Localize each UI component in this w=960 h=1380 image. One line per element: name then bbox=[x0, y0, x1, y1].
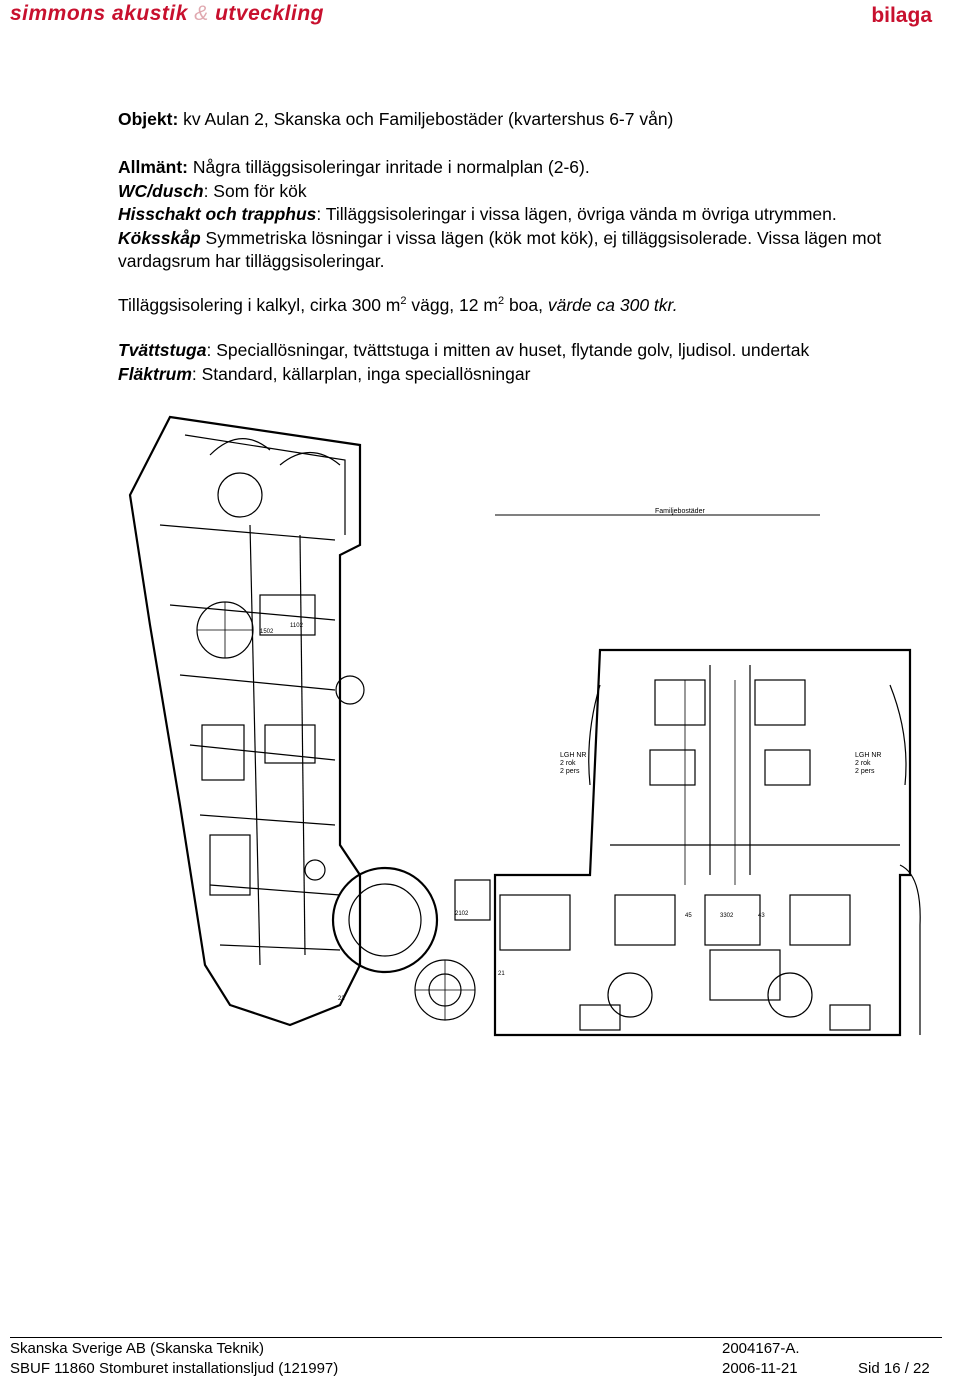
kalkyl-part1: Tilläggsisolering i kalkyl, cirka 300 m bbox=[118, 295, 401, 315]
left-wing bbox=[130, 417, 364, 1025]
bilaga-label: bilaga bbox=[871, 4, 932, 27]
allmant-line bbox=[118, 156, 938, 180]
unit-rooms-left: 2 rok bbox=[560, 760, 576, 767]
room-number: 43 bbox=[758, 913, 765, 919]
brand-title bbox=[10, 2, 324, 26]
kalkyl-value: värde ca 300 tkr. bbox=[547, 295, 678, 315]
circular-stairwell bbox=[333, 868, 475, 1020]
kalkyl-part3: boa, bbox=[504, 295, 548, 315]
footer-divider bbox=[10, 1337, 942, 1338]
objekt-paragraph bbox=[118, 108, 938, 132]
room-number: 22 bbox=[338, 996, 345, 1002]
brand-part2: utveckling bbox=[215, 2, 324, 25]
wc-line bbox=[118, 180, 938, 204]
tvatt-paragraph bbox=[118, 339, 938, 386]
flaktrum-label: Fläktrum bbox=[118, 363, 192, 384]
wc-label: WC/dusch bbox=[118, 180, 204, 201]
kalkyl-paragraph bbox=[118, 294, 938, 318]
floor-plan-drawing bbox=[110, 405, 930, 1115]
hisschakt-text: : Tilläggsisoleringar i vissa lägen, övriga vända m övriga utrymmen. bbox=[316, 204, 837, 224]
room-number: 1102 bbox=[290, 623, 303, 629]
room-number: 1502 bbox=[260, 629, 274, 635]
brand-ampersand: & bbox=[194, 2, 209, 25]
tvattstuga-text: : Speciallösningar, tvättstuga i mitten av huset, flytande golv, ljudisol. undertak bbox=[206, 340, 810, 360]
flaktrum-text: : Standard, källarplan, inga speciallösningar bbox=[191, 363, 531, 384]
kalkyl-sup1: 2 bbox=[400, 295, 407, 308]
kalkyl-sup2: 2 bbox=[497, 295, 505, 308]
tvattstuga-label: Tvättstuga bbox=[118, 340, 207, 360]
allmant-label: Allmänt: bbox=[118, 157, 188, 177]
info-paragraph bbox=[118, 156, 938, 274]
footer-date: 2006-11-21 bbox=[722, 1360, 798, 1377]
unit-pers-left: 2 pers bbox=[560, 768, 580, 775]
footer-project: SBUF 11860 Stomburet installationsljud (121997) bbox=[10, 1360, 339, 1377]
unit-label-left: LGH NR bbox=[560, 752, 587, 759]
objekt-label: Objekt: bbox=[118, 109, 179, 129]
unit-rooms-right: 2 rok bbox=[855, 760, 871, 767]
right-block bbox=[455, 515, 920, 1035]
kalkyl-part2: vägg, 12 m bbox=[406, 295, 498, 315]
hisschakt-line bbox=[118, 203, 938, 227]
koksskap-label: Köksskåp bbox=[118, 227, 201, 248]
footer-page: Sid 16 / 22 bbox=[858, 1360, 930, 1377]
koksskap-text: Symmetriska lösningar i vissa lägen (kök mot kök), ej tilläggsisolerade. Vissa lägen mot vardagsrum har tilläggsisoleringar. bbox=[118, 227, 882, 271]
koksskap-line bbox=[118, 227, 938, 274]
footer-doc-number: 2004167-A. bbox=[722, 1340, 800, 1357]
allmant-text: Några tilläggsisoleringar inritade i normalplan (2-6). bbox=[188, 157, 590, 177]
room-number: 21 bbox=[498, 971, 505, 977]
brand-part1: simmons akustik bbox=[10, 2, 188, 25]
room-number: 45 bbox=[685, 913, 692, 919]
room-number: 2102 bbox=[455, 911, 469, 917]
objekt-text: kv Aulan 2, Skanska och Familjebostäder (kvartershus 6-7 vån) bbox=[178, 109, 674, 129]
plan-labels bbox=[260, 508, 881, 1002]
tvattstuga-line bbox=[118, 339, 938, 363]
footer-company: Skanska Sverige AB (Skanska Teknik) bbox=[10, 1340, 265, 1357]
unit-pers-right: 2 pers bbox=[855, 768, 875, 775]
unit-label-right: LGH NR bbox=[855, 752, 882, 759]
room-number: 3302 bbox=[720, 913, 734, 919]
flaktrum-line bbox=[118, 363, 938, 387]
hisschakt-label: Hisschakt och trapphus bbox=[118, 204, 317, 224]
wc-text: : Som för kök bbox=[203, 180, 307, 201]
plan-title: Familjebostäder bbox=[655, 508, 705, 515]
